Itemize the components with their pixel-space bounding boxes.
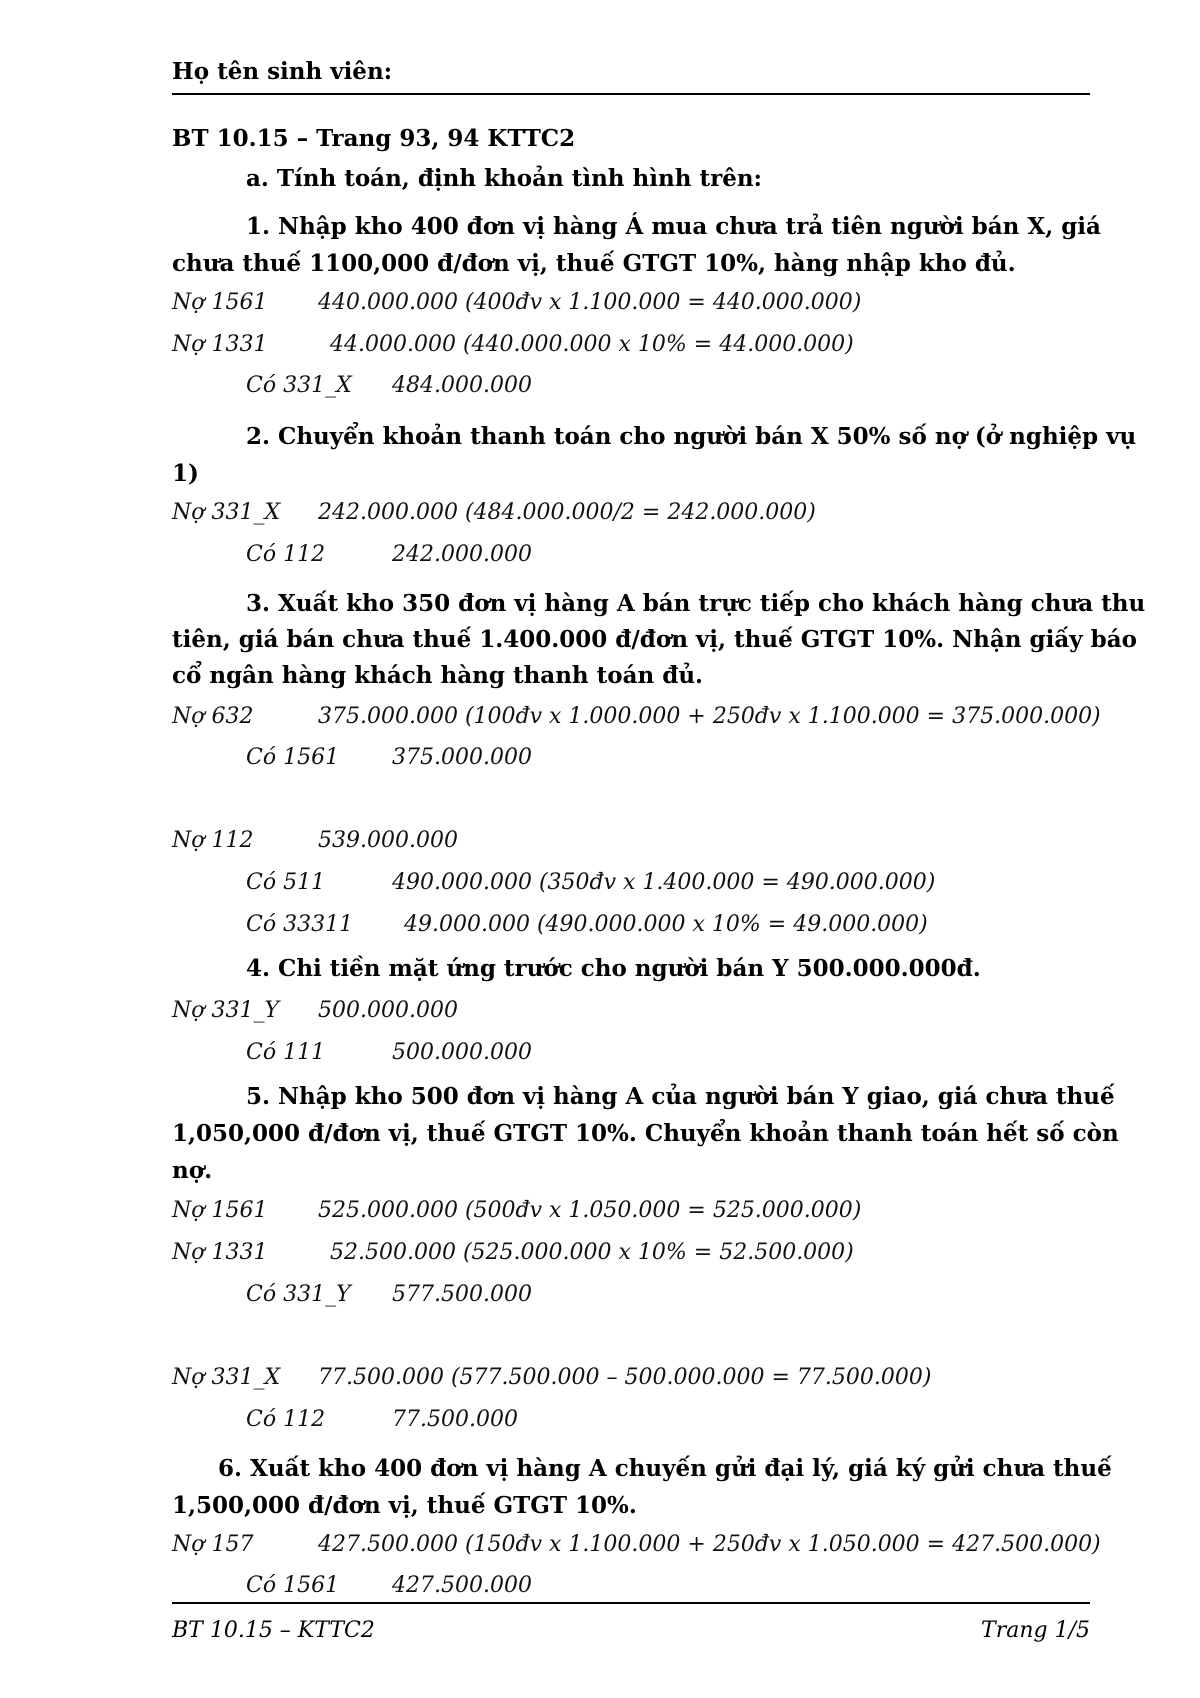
entry-account: Có 331_Y (246, 1282, 351, 1307)
transaction-5-line-3: nợ. (172, 1157, 213, 1184)
transaction-6-line-2: 1,500,000 đ/đơn vị, thuế GTGT 10%. (172, 1492, 637, 1519)
transaction-5-line-1: 5. Nhập kho 500 đơn vị hàng A của người bán Y giao, giá chưa thuế (246, 1083, 1115, 1110)
part-a-heading: a. Tính toán, định khoản tình hình trên: (246, 165, 763, 192)
entry-amount: 427.500.000 (150đv x 1.100.000 + 250đv x 1.050.000 = 427.500.000) (318, 1532, 1101, 1557)
entry-amount: 44.000.000 (440.000.000 x 10% = 44.000.000) (330, 332, 854, 357)
entry-account: Nợ 1561 (172, 290, 268, 315)
entry-account: Có 112 (246, 1407, 326, 1432)
entry-account: Có 112 (246, 542, 326, 567)
transaction-5-line-2: 1,050,000 đ/đơn vị, thuế GTGT 10%. Chuyển khoản thanh toán hết số còn (172, 1120, 1119, 1147)
footer-page-number: Trang 1/5 (981, 1618, 1090, 1643)
entry-amount: 49.000.000 (490.000.000 x 10% = 49.000.000) (404, 912, 928, 937)
student-name-label: Họ tên sinh viên: (172, 58, 393, 85)
entry-amount: 427.500.000 (392, 1573, 532, 1598)
entry-account: Nợ 1331 (172, 332, 268, 357)
entry-account: Nợ 1561 (172, 1198, 268, 1223)
entry-amount: 577.500.000 (392, 1282, 532, 1307)
entry-amount: 539.000.000 (318, 828, 458, 853)
transaction-3-line-2: tiên, giá bán chưa thuế 1.400.000 đ/đơn vị, thuế GTGT 10%. Nhận giấy báo (172, 626, 1137, 653)
entry-account: Nợ 331_Y (172, 998, 280, 1023)
entry-account: Nợ 632 (172, 704, 254, 729)
entry-account: Có 1561 (246, 745, 340, 770)
entry-amount: 77.500.000 (577.500.000 – 500.000.000 = 77.500.000) (318, 1365, 932, 1390)
transaction-6-line-1: 6. Xuất kho 400 đơn vị hàng A chuyến gửi đại lý, giá ký gửi chưa thuế (218, 1455, 1112, 1482)
entry-amount: 242.000.000 (484.000.000/2 = 242.000.000) (318, 500, 816, 525)
entry-account: Nợ 1331 (172, 1240, 268, 1265)
entry-amount: 490.000.000 (350đv x 1.400.000 = 490.000.000) (392, 870, 936, 895)
entry-account: Có 331_X (246, 373, 352, 398)
entry-amount: 500.000.000 (392, 1040, 532, 1065)
entry-amount: 525.000.000 (500đv x 1.050.000 = 525.000.000) (318, 1198, 862, 1223)
header-rule (172, 93, 1090, 95)
transaction-4-line-1: 4. Chi tiền mặt ứng trước cho người bán Y 500.000.000đ. (246, 955, 981, 982)
entry-amount: 52.500.000 (525.000.000 x 10% = 52.500.000) (330, 1240, 854, 1265)
entry-amount: 375.000.000 (392, 745, 532, 770)
entry-account: Nợ 157 (172, 1532, 254, 1557)
footer-rule (172, 1602, 1090, 1604)
entry-amount: 484.000.000 (392, 373, 532, 398)
transaction-2-line-2: 1) (172, 460, 199, 487)
entry-amount: 375.000.000 (100đv x 1.000.000 + 250đv x 1.100.000 = 375.000.000) (318, 704, 1101, 729)
entry-amount: 500.000.000 (318, 998, 458, 1023)
entry-amount: 440.000.000 (400đv x 1.100.000 = 440.000.000) (318, 290, 862, 315)
transaction-1-line-2: chưa thuế 1100,000 đ/đơn vị, thuế GTGT 10%, hàng nhập kho đủ. (172, 250, 1016, 277)
entry-account: Nợ 331_X (172, 500, 281, 525)
entry-account: Có 33311 (246, 912, 354, 937)
footer-doc-title: BT 10.15 – KTTC2 (172, 1618, 375, 1643)
exercise-title: BT 10.15 – Trang 93, 94 KTTC2 (172, 125, 576, 152)
entry-account: Nợ 331_X (172, 1365, 281, 1390)
transaction-3-line-3: cổ ngân hàng khách hàng thanh toán đủ. (172, 662, 704, 689)
transaction-1-line-1: 1. Nhập kho 400 đơn vị hàng Á mua chưa trả tiên người bán X, giá (246, 213, 1101, 240)
entry-account: Có 511 (246, 870, 326, 895)
entry-account: Có 1561 (246, 1573, 340, 1598)
transaction-2-line-1: 2. Chuyển khoản thanh toán cho người bán X 50% số nợ (ở nghiệp vụ (246, 423, 1137, 450)
entry-amount: 242.000.000 (392, 542, 532, 567)
entry-account: Nợ 112 (172, 828, 254, 853)
transaction-3-line-1: 3. Xuất kho 350 đơn vị hàng A bán trực tiếp cho khách hàng chưa thu (246, 590, 1146, 617)
entry-amount: 77.500.000 (392, 1407, 518, 1432)
entry-account: Có 111 (246, 1040, 326, 1065)
